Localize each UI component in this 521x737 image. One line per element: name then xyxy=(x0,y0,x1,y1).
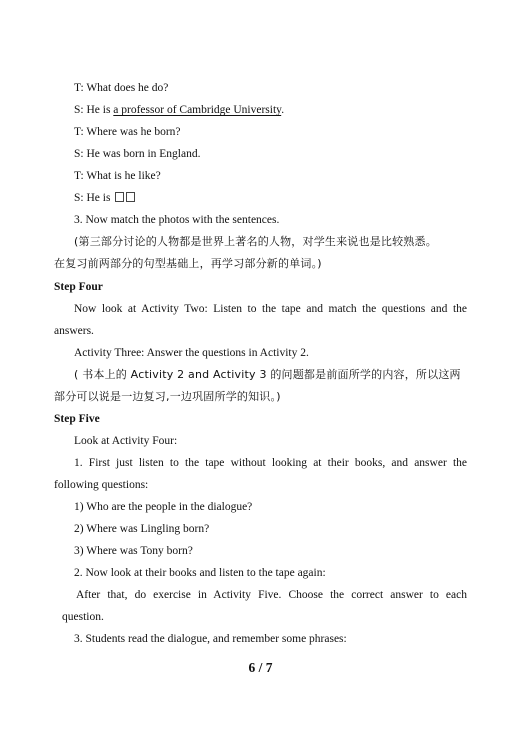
paragraph-line: 3. Students read the dialogue, and remember some phrases: xyxy=(74,633,347,645)
paragraph-line: Look at Activity Four: xyxy=(74,435,178,447)
paragraph-line: Now look at Activity Two: Listen to the tape and match the questions and the xyxy=(74,303,467,315)
paragraph-line: 1. First just listen to the tape without looking at their books, and answer the xyxy=(74,457,467,469)
dialogue-line: T: What is he like? xyxy=(74,170,161,182)
blank-box-icon xyxy=(126,192,135,202)
paragraph-line: answers. xyxy=(54,325,94,337)
underlined-answer: a professor of Cambridge University xyxy=(113,104,282,116)
dialogue-line: T: Where was he born? xyxy=(74,126,181,138)
paragraph-line: 2. Now look at their books and listen to the tape again: xyxy=(74,567,326,579)
dialogue-text: . xyxy=(281,104,285,116)
dialogue-line xyxy=(74,103,284,117)
chinese-note: 部分可以说是一边复习,一边巩固所学的知识。) xyxy=(54,390,281,403)
instruction-line: 3. Now match the photos with the sentences. xyxy=(74,214,280,226)
blank-box-icon xyxy=(115,192,124,202)
question-item: 3) Where was Tony born? xyxy=(74,545,193,557)
paragraph-line: Activity Three: Answer the questions in Activity 2. xyxy=(74,347,309,359)
question-item: 2) Where was Lingling born? xyxy=(74,523,210,535)
dialogue-text: S: He is xyxy=(74,104,114,116)
section-heading: Step Five xyxy=(54,413,100,425)
chinese-note: ( 书本上的 Activity 2 and Activity 3 的问题都是前面所学的内容，所以这两 xyxy=(74,368,461,381)
question-item: 1) Who are the people in the dialogue? xyxy=(74,501,253,513)
chinese-note: (第三部分讨论的人物都是世界上著名的人物，对学生来说也是比较熟悉。 xyxy=(74,235,437,248)
dialogue-line xyxy=(74,191,135,205)
page-number: 6 / 7 xyxy=(248,660,273,675)
dialogue-line: T: What does he do? xyxy=(74,82,169,94)
dialogue-text: S: He is xyxy=(74,192,111,204)
paragraph-line: After that, do exercise in Activity Five. Choose the correct answer to each xyxy=(76,589,467,601)
chinese-note: 在复习前两部分的句型基础上，再学习部分新的单词。) xyxy=(54,257,322,270)
section-heading: Step Four xyxy=(54,281,103,293)
paragraph-line: following questions: xyxy=(54,479,149,491)
paragraph-line: question. xyxy=(62,611,104,623)
dialogue-line: S: He was born in England. xyxy=(74,148,201,160)
